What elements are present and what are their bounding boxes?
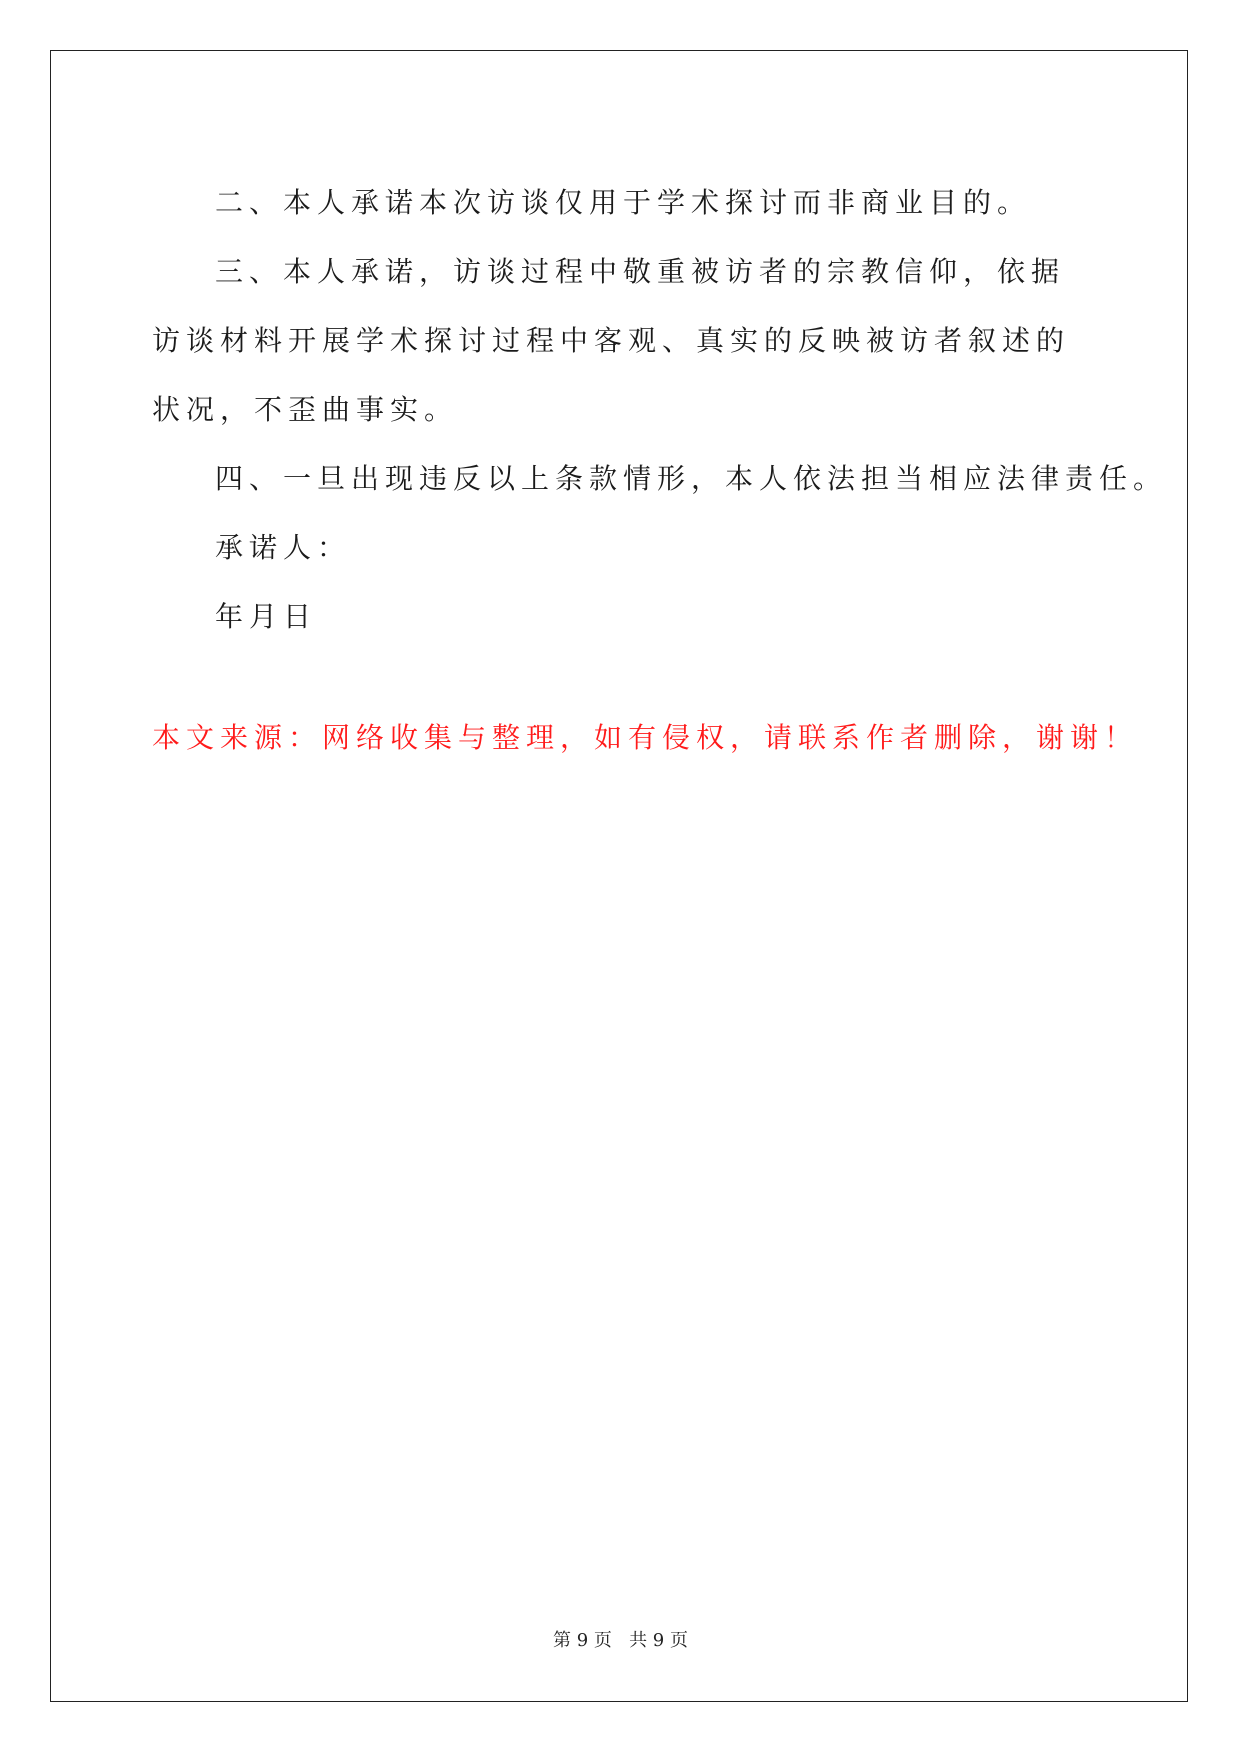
page-footer: 第 9 页 共 9 页	[553, 1630, 688, 1651]
signatory-label: 承诺人：	[215, 531, 352, 564]
paragraph-commitment-2: 二、本人承诺本次访谈仅用于学术探讨而非商业目的。	[215, 186, 1032, 219]
paragraph-commitment-3: 三、本人承诺，访谈过程中敬重被访者的宗教信仰，依据访谈材料开展学术探讨过程中客观、真实的反映被访者叙述的状况，不歪曲事实。	[152, 255, 1071, 426]
paragraph-commitment-4: 四、一旦出现违反以上条款情形，本人依法担当相应法律责任。	[215, 462, 1168, 495]
spacer	[152, 651, 1092, 703]
date-label: 年月日	[215, 600, 318, 633]
source-note: 本文来源：网络收集与整理，如有侵权，请联系作者删除，谢谢！	[152, 721, 1139, 754]
document-body	[152, 168, 1168, 772]
